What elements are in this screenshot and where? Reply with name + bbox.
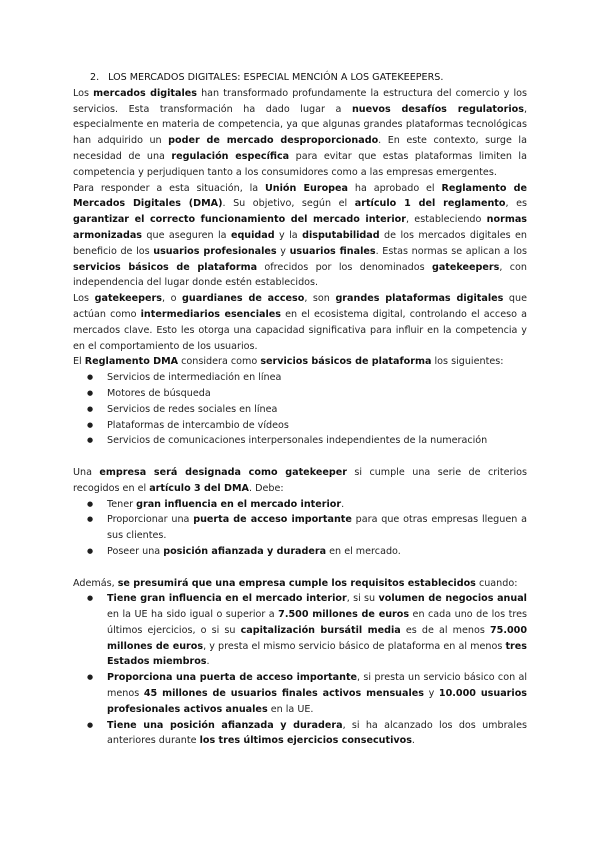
paragraph-intro: Los mercados digitales han transformado profundamente la estructura del comercio y los servicios. Esta transformación ha dado lugar a nuevos desafíos regulatorios, especialmente en materia de competencia, ya que algunas grandes plataformas tecnológicas han adquirido un poder de mercado desproporcionado. En este contexto, surge la necesidad de una regulación específica para evitar que estas plataformas limiten la competencia y perjudiquen tanto a los consumidores como a las empresas emergentes. (73, 87, 527, 178)
list-item: ● Plataformas de intercambio de vídeos (73, 418, 527, 434)
spacer (73, 449, 527, 465)
list-item: ● Proporciona una puerta de acceso importante, si presta un servicio básico con al menos 45 millones de usuarios finales activos mensuales y 10.000 usuarios profesionales activos anuales en la UE. (73, 670, 527, 717)
services-list (73, 370, 527, 449)
presumptions-list (73, 591, 527, 749)
list-item: ● Tiene gran influencia en el mercado interior, si su volumen de negocios anual en la UE ha sido igual o superior a 7.500 millones de euros en cada uno de los tres últimos ejercicios, o si su capitalización bursátil media es de al menos 75.000 millones de euros, y presta el mismo servicio básico de plataforma en al menos tres Estados miembros. (73, 591, 527, 670)
paragraph-services-intro: El Reglamento DMA considera como servicios básicos de plataforma los siguientes: (73, 356, 504, 368)
section-title: LOS MERCADOS DIGITALES: ESPECIAL MENCIÓN A LOS GATEKEEPERS. (108, 72, 444, 83)
list-item: ● Proporcionar una puerta de acceso importante para que otras empresas lleguen a sus clientes. (73, 512, 527, 544)
criteria-list (73, 497, 527, 560)
paragraph-gatekeepers: Los gatekeepers, o guardianes de acceso, son grandes plataformas digitales que actúan como intermediarios esenciales en el ecosistema digital, controlando el acceso a mercados clave. Esto les otorga una capacidad significativa para influir en la competencia y en el comportamiento de los usuarios. (73, 293, 528, 352)
paragraph-dma: Para responder a esta situación, la Unión Europea ha aprobado el Reglamento de Mercados Digitales (DMA). Su objetivo, según el artículo 1 del reglamento, es garantizar el correcto funcionamiento del mercado interior, estableciendo normas armonizadas que aseguren la equidad y la disputabilidad de los mercados digitales en beneficio de los usuarios profesionales y usuarios finales. Estas normas se aplican a los servicios básicos de plataforma ofrecidos por los denominados gatekeepers, con independencia del lugar donde estén establecidos. (73, 182, 528, 289)
spacer (73, 560, 527, 576)
paragraph-designation: Una empresa será designada como gatekeeper si cumple una serie de criterios recogidos en el artículo 3 del DMA. Debe: (73, 466, 527, 494)
section-heading (73, 70, 527, 86)
section-number: 2. (90, 72, 100, 83)
list-item: ● Servicios de intermediación en línea (73, 370, 527, 386)
list-item: ● Poseer una posición afianzada y duradera en el mercado. (73, 544, 527, 560)
list-item: ● Motores de búsqueda (73, 386, 527, 402)
document-content (73, 70, 527, 749)
list-item: ● Tiene una posición afianzada y duradera, si ha alcanzado los dos umbrales anteriores durante los tres últimos ejercicios consecutivos. (73, 718, 527, 750)
paragraph-presumption: Además, se presumirá que una empresa cumple los requisitos establecidos cuando: (73, 577, 518, 589)
list-item: ● Tener gran influencia en el mercado interior. (73, 497, 527, 513)
list-item: ● Servicios de redes sociales en línea (73, 402, 527, 418)
list-item: ● Servicios de comunicaciones interpersonales independientes de la numeración (73, 433, 527, 449)
